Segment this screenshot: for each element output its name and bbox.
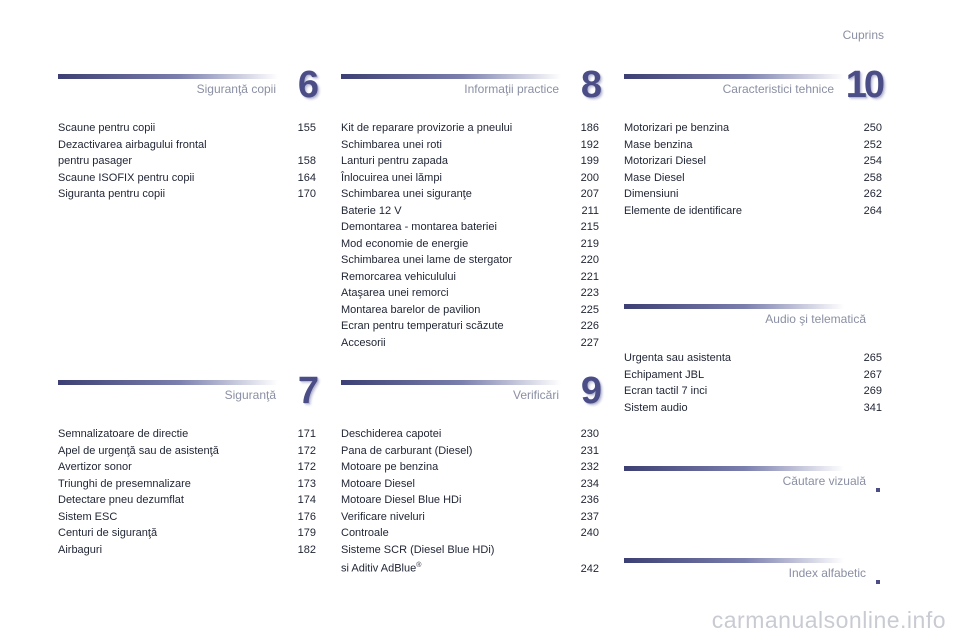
section-number[interactable]: 10	[845, 64, 882, 106]
toc-entry[interactable]	[624, 203, 882, 220]
section-bar	[624, 558, 844, 563]
toc-entry-label: Detectare pneu dezumflat	[58, 494, 184, 506]
section-header	[58, 64, 316, 110]
toc-entry-label: Motoare Diesel Blue HDi	[341, 494, 462, 506]
toc-entry-page: 215	[580, 221, 599, 233]
toc-entry-label: Sistem audio	[624, 401, 688, 414]
toc-entry[interactable]	[341, 137, 599, 154]
toc-entry-label: Sistem ESC	[58, 510, 118, 523]
section-alphabetic-index	[624, 554, 882, 594]
toc-entry[interactable]	[341, 443, 599, 460]
toc-entry-page: 250	[863, 122, 882, 134]
toc-entry-label: Mod economie de energie	[341, 237, 469, 250]
section-header	[624, 64, 882, 110]
toc-entry-page: 211	[581, 204, 599, 217]
toc-entry-page: 265	[863, 352, 882, 364]
toc-entry[interactable]	[341, 476, 599, 493]
toc-entry-label: Scaune pentru copii	[58, 122, 156, 134]
toc-entry[interactable]	[341, 236, 599, 253]
toc-entry-page: 158	[297, 155, 316, 167]
toc-entry-page: 172	[297, 444, 316, 457]
toc-entry-text	[341, 542, 494, 578]
toc-entry-label: Schimbarea unei lame de stergator	[341, 254, 513, 266]
toc-entry-label: Remorcarea vehiculului	[341, 270, 456, 283]
toc-entry-label: Mase Diesel	[624, 171, 685, 184]
toc-entry[interactable]	[341, 302, 599, 319]
toc-entry-label: Motoare Diesel	[341, 477, 415, 490]
section-number[interactable]: 8	[580, 64, 599, 106]
section-number[interactable]: 6	[297, 64, 316, 106]
section-header	[341, 64, 599, 110]
toc-entry-page: 170	[297, 188, 316, 200]
toc-entry-page: 234	[580, 477, 599, 490]
toc-entry-label: Baterie 12 V	[341, 204, 402, 217]
section-header	[624, 554, 882, 594]
toc-entry[interactable]	[341, 492, 599, 509]
toc-entry-page: 240	[580, 527, 599, 539]
toc-list	[58, 120, 316, 203]
toc-entry[interactable]	[624, 120, 882, 137]
section-bar	[624, 304, 844, 309]
toc-entry-page: 230	[580, 428, 599, 440]
toc-entry-page: 223	[580, 287, 599, 299]
toc-entry[interactable]	[58, 476, 316, 493]
toc-entry-page: 171	[297, 428, 316, 440]
toc-entry[interactable]	[58, 137, 316, 170]
section-number[interactable]: 9	[580, 370, 599, 412]
toc-entry-label: Schimbarea unei roti	[341, 138, 442, 151]
toc-list	[58, 426, 316, 558]
toc-entry-page: 176	[297, 510, 316, 523]
toc-entry-label: Ataşarea unei remorci	[341, 287, 449, 299]
toc-entry[interactable]	[58, 426, 316, 443]
toc-entry-page: 237	[580, 510, 599, 523]
toc-entry-page: 236	[580, 494, 599, 506]
toc-entry-page: 192	[580, 138, 599, 151]
toc-entry-label: Motoare pe benzina	[341, 461, 439, 473]
section-title[interactable]: Siguranţă	[224, 388, 276, 402]
toc-entry-label: Siguranta pentru copii	[58, 188, 166, 200]
toc-entry-label: Motorizari Diesel	[624, 155, 706, 167]
toc-entry[interactable]	[624, 350, 882, 367]
toc-entry[interactable]	[58, 459, 316, 476]
toc-entry-page: 254	[863, 155, 882, 167]
toc-entry[interactable]	[341, 335, 599, 352]
toc-entry[interactable]	[341, 525, 599, 542]
toc-entry-label: Urgenta sau asistenta	[624, 352, 732, 364]
toc-entry[interactable]	[624, 153, 882, 170]
toc-entry-label: Demontarea - montarea bateriei	[341, 221, 497, 233]
toc-entry-label: Pana de carburant (Diesel)	[341, 444, 473, 457]
section-audio-telematics	[624, 300, 882, 416]
toc-entry[interactable]	[341, 426, 599, 443]
toc-entry[interactable]	[341, 219, 599, 236]
toc-entry-page: 172	[297, 461, 316, 473]
toc-entry-page: 207	[580, 188, 599, 200]
watermark: carmanualsonline.info	[711, 607, 946, 633]
section-title[interactable]: Informaţii practice	[464, 82, 559, 96]
toc-entry[interactable]	[624, 383, 882, 400]
toc-entry-label: Elemente de identificare	[624, 204, 743, 217]
toc-entry-label: Verificare niveluri	[341, 510, 425, 523]
toc-entry-page: 200	[580, 171, 599, 184]
toc-entry[interactable]	[341, 542, 599, 578]
toc-entry[interactable]	[58, 186, 316, 203]
toc-entry-label: Înlocuirea unei lămpi	[341, 171, 442, 184]
toc-entry-label: Controale	[341, 527, 389, 539]
toc-entry-page: 219	[580, 237, 599, 250]
toc-list	[341, 120, 599, 351]
toc-entry-label: Ecran tactil 7 inci	[624, 385, 708, 397]
toc-entry-page: 264	[863, 204, 882, 217]
toc-entry-page: 220	[580, 254, 599, 266]
toc-entry-label: Triunghi de presemnalizare	[58, 477, 191, 490]
section-marker	[876, 580, 880, 584]
toc-entry[interactable]	[58, 492, 316, 509]
toc-entry-page: 258	[863, 171, 882, 184]
section-header	[624, 462, 882, 502]
toc-entry-label: Apel de urgenţă sau de asistenţă	[58, 444, 219, 457]
toc-entry-page: 182	[297, 543, 316, 556]
toc-entry-label: Avertizor sonor	[58, 461, 132, 473]
toc-entry-label: Scaune ISOFIX pentru copii	[58, 171, 195, 184]
section-marker	[876, 488, 880, 492]
section-bar	[58, 74, 278, 79]
toc-entry[interactable]	[341, 509, 599, 526]
toc-entry[interactable]	[58, 443, 316, 460]
toc-entry[interactable]	[341, 318, 599, 335]
toc-entry[interactable]	[341, 170, 599, 187]
section-header	[58, 370, 316, 416]
toc-entry-page: 242	[580, 562, 599, 575]
toc-entry-label: Airbaguri	[58, 543, 103, 556]
toc-entry[interactable]	[624, 170, 882, 187]
toc-entry-page: 267	[863, 368, 882, 381]
toc-entry[interactable]	[341, 203, 599, 220]
toc-entry-label: Accesorii	[341, 336, 386, 349]
toc-entry[interactable]	[58, 525, 316, 542]
section-bar	[341, 74, 561, 79]
toc-entry-page: 262	[863, 188, 882, 200]
section-bar	[341, 380, 561, 385]
toc-entry-label: Deschiderea capotei	[341, 428, 442, 440]
toc-entry-label: Schimbarea unei siguranţe	[341, 188, 472, 200]
section-title[interactable]: Caracteristici tehnice	[722, 82, 834, 96]
toc-entry-page: 186	[580, 122, 599, 134]
toc-entry[interactable]	[341, 459, 599, 476]
toc-entry[interactable]	[624, 186, 882, 203]
section-bar	[58, 380, 278, 385]
page-title: Cuprins	[842, 28, 884, 42]
section-title[interactable]: Căutare vizuală	[782, 474, 866, 488]
toc-entry-page: 227	[580, 336, 599, 349]
toc-entry-label: Kit de reparare provizorie a pneului	[341, 122, 513, 134]
toc-entry-label: Lanturi pentru zapada	[341, 155, 449, 167]
toc-list	[624, 120, 882, 219]
toc-entry[interactable]	[341, 153, 599, 170]
toc-entry-page: 164	[297, 171, 316, 184]
toc-entry[interactable]	[624, 367, 882, 384]
section-header	[341, 370, 599, 416]
toc-entry-page: 199	[580, 155, 599, 167]
toc-entry[interactable]	[341, 252, 599, 269]
toc-entry-page: 226	[580, 320, 599, 332]
section-checks	[341, 370, 599, 577]
section-number[interactable]: 7	[297, 370, 316, 412]
toc-entry-page: 252	[863, 138, 882, 151]
toc-entry[interactable]	[624, 137, 882, 154]
toc-entry[interactable]	[624, 400, 882, 417]
toc-entry-label: Sisteme SCR (Diesel Blue HDi) si Aditiv AdBlue	[341, 543, 495, 575]
toc-entry-page: 225	[580, 303, 599, 316]
toc-entry-label: Semnalizatoare de directie	[58, 428, 189, 440]
toc-entry[interactable]	[58, 170, 316, 187]
toc-entry[interactable]	[341, 186, 599, 203]
section-bar	[624, 74, 844, 79]
toc-entry[interactable]	[341, 285, 599, 302]
toc-entry-page: 232	[580, 461, 599, 473]
toc-entry-page: 221	[580, 270, 599, 283]
section-practical-info	[341, 64, 599, 351]
toc-entry-page: 231	[580, 444, 599, 457]
toc-entry-label: Centuri de siguranţă	[58, 527, 158, 539]
section-technical-data	[624, 64, 882, 219]
toc-entry-page: 174	[297, 494, 316, 506]
section-title[interactable]: Audio şi telematică	[765, 312, 866, 326]
toc-entry-page: 155	[297, 122, 316, 134]
section-bar	[624, 466, 844, 471]
toc-entry[interactable]	[58, 509, 316, 526]
section-title[interactable]: Index alfabetic	[788, 566, 866, 580]
toc-entry-label: Dezactivarea airbagului frontal pentru pasager	[58, 138, 207, 167]
toc-entry-label: Echipament JBL	[624, 368, 705, 381]
toc-entry[interactable]	[341, 120, 599, 137]
toc-entry-label: Mase benzina	[624, 138, 693, 151]
section-safety	[58, 370, 316, 558]
toc-entry-label: Montarea barelor de pavilion	[341, 303, 481, 316]
registered-mark: ®	[416, 562, 422, 569]
toc-entry-page: 269	[863, 385, 882, 397]
toc-entry-label: Motorizari pe benzina	[624, 122, 730, 134]
section-title[interactable]: Verificări	[512, 388, 559, 402]
toc-entry[interactable]	[341, 269, 599, 286]
section-child-safety	[58, 64, 316, 203]
toc-entry-page: 341	[863, 401, 882, 414]
toc-entry-page: 173	[297, 477, 316, 490]
toc-list	[341, 426, 599, 577]
toc-entry[interactable]	[58, 542, 316, 559]
section-header	[624, 300, 882, 340]
toc-entry-page: 179	[297, 527, 316, 539]
toc-entry[interactable]	[58, 120, 316, 137]
section-visual-search	[624, 462, 882, 502]
toc-entry-label: Ecran pentru temperaturi scăzute	[341, 320, 504, 332]
toc-entry-label: Dimensiuni	[624, 188, 679, 200]
section-title[interactable]: Siguranţă copii	[196, 82, 276, 96]
toc-list	[624, 350, 882, 416]
